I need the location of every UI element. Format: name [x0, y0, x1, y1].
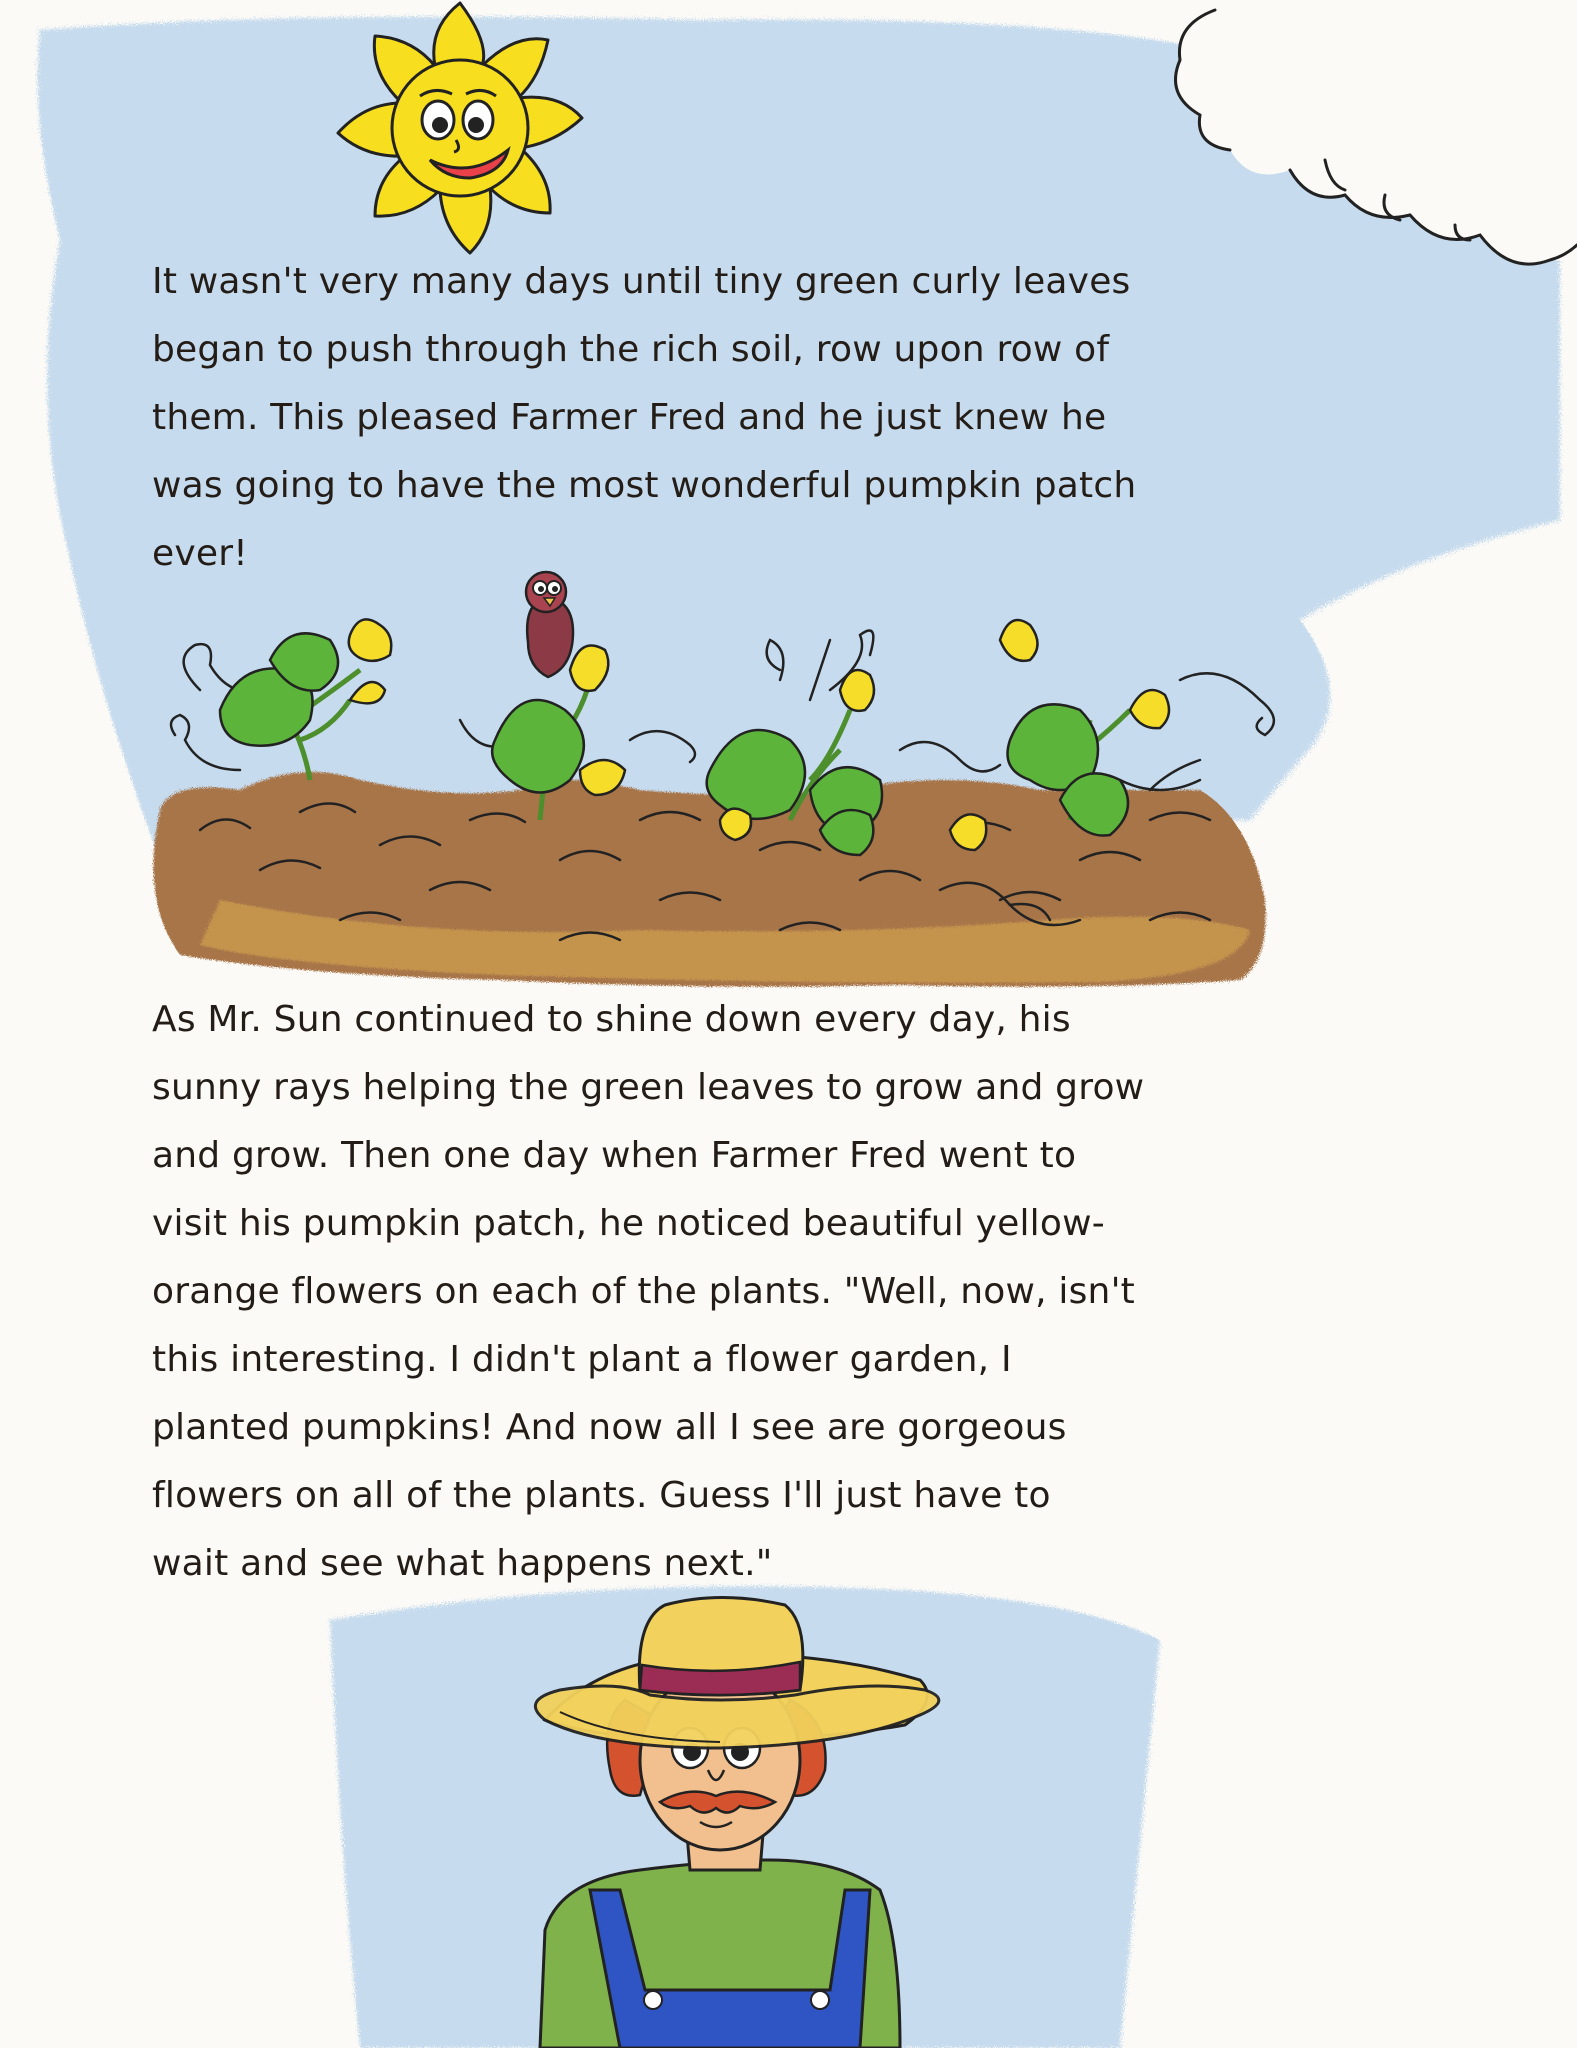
story-line: planted pumpkins! And now all I see are gorgeous: [152, 1407, 1067, 1448]
story-line: them. This pleased Farmer Fred and he just knew he: [152, 397, 1107, 438]
story-line: was going to have the most wonderful pumpkin patch: [152, 465, 1137, 506]
story-line: visit his pumpkin patch, he noticed beautiful yellow-: [152, 1203, 1105, 1244]
story-paragraph-1: [152, 248, 1252, 588]
story-line: It wasn't very many days until tiny green curly leaves: [152, 261, 1131, 302]
story-line: sunny rays helping the green leaves to grow and grow: [152, 1067, 1145, 1108]
story-line: As Mr. Sun continued to shine down every day, his: [152, 999, 1071, 1040]
story-paragraph-2: [152, 986, 1252, 1598]
story-line: this interesting. I didn't plant a flower garden, I: [152, 1339, 1012, 1380]
story-line: and grow. Then one day when Farmer Fred went to: [152, 1135, 1077, 1176]
story-line: flowers on all of the plants. Guess I'll just have to: [152, 1475, 1051, 1516]
story-line: ever!: [152, 533, 248, 574]
story-line: began to push through the rich soil, row upon row of: [152, 329, 1110, 370]
story-line: wait and see what happens next.": [152, 1543, 773, 1584]
story-line: orange flowers on each of the plants. "Well, now, isn't: [152, 1271, 1135, 1312]
